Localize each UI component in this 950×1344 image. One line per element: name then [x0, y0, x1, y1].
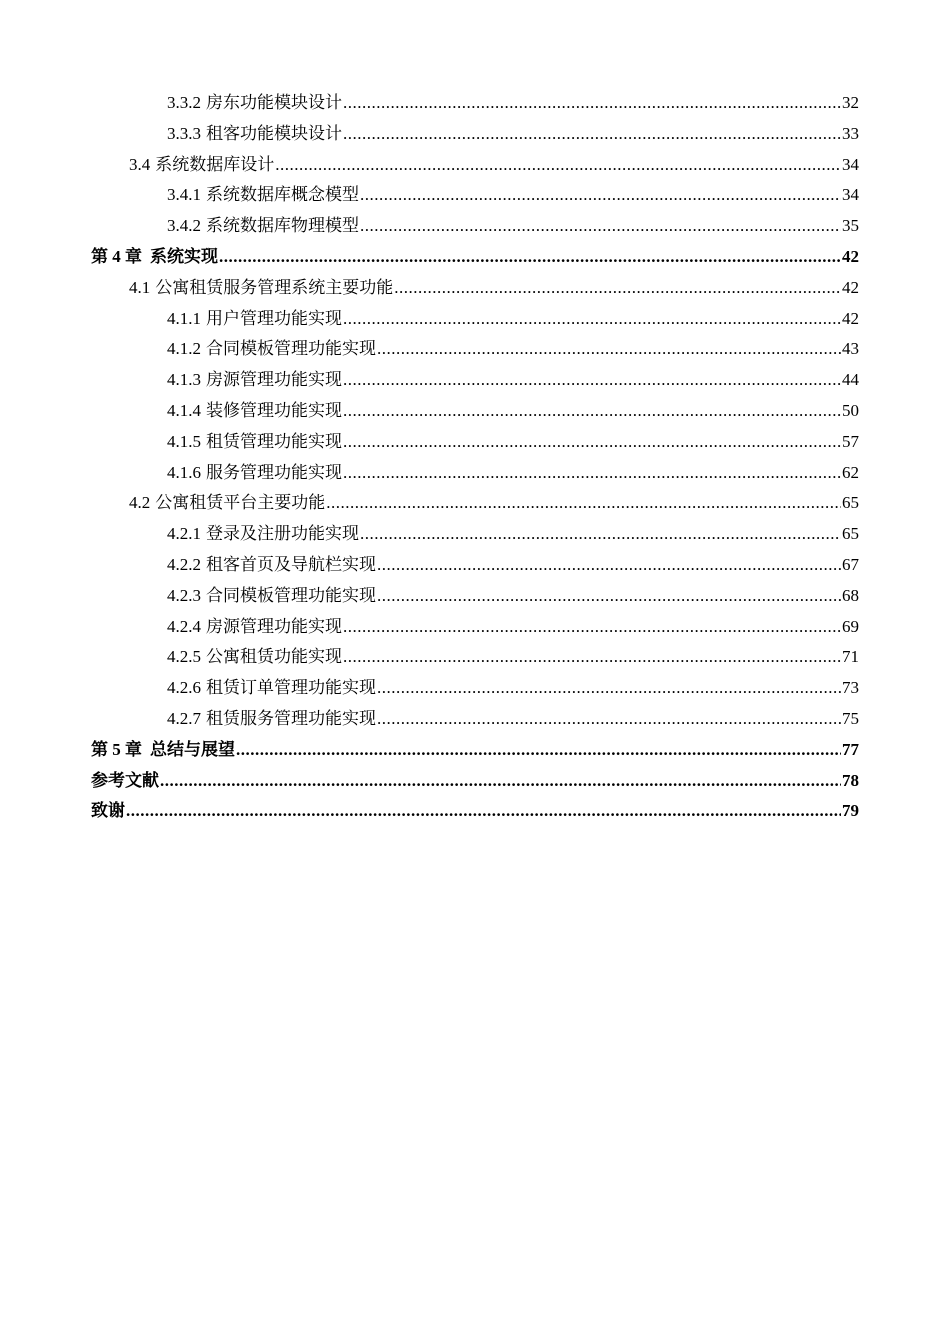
- toc-entry-title: 系统实现: [150, 246, 218, 266]
- toc-entry-number: 4.1.5: [167, 431, 201, 451]
- toc-entry-page: 57: [842, 431, 859, 451]
- toc-entry-title: 租赁管理功能实现: [206, 431, 342, 451]
- toc-dot-leader: [343, 642, 841, 673]
- toc-entry-page: 32: [842, 93, 859, 112]
- toc-entry-number: 第 4 章: [91, 246, 142, 266]
- toc-entry-number: 3.4: [129, 154, 151, 174]
- toc-entry-title: 租赁服务管理功能实现: [206, 708, 376, 728]
- toc-entry-page: 78: [842, 770, 859, 790]
- toc-entry-title: 合同模板管理功能实现: [206, 339, 376, 359]
- toc-entry-number: 4.2.2: [167, 554, 201, 574]
- toc-entry-number: 4.2.7: [167, 708, 201, 728]
- toc-entry-page: 43: [842, 339, 859, 359]
- toc-entry-title: 房东功能模块设计: [206, 93, 342, 112]
- toc-entry-number: 4.2.1: [167, 524, 201, 544]
- toc-dot-leader: [377, 704, 841, 735]
- table-of-contents: [0, 88, 950, 827]
- toc-entry-title: 系统数据库设计: [155, 154, 275, 174]
- toc-entry-number: 4.2.3: [167, 585, 201, 605]
- toc-entry-page: 71: [842, 647, 859, 667]
- toc-entry-title: 服务管理功能实现: [206, 462, 342, 482]
- toc-entry-3-3-3[interactable]: [0, 119, 950, 150]
- toc-entry-page: 79: [842, 801, 859, 821]
- toc-dot-leader: [343, 119, 841, 150]
- toc-entry-number: 4.1.4: [167, 400, 201, 420]
- toc-entry-4-2-2[interactable]: [0, 550, 950, 581]
- toc-entry-4-1-3[interactable]: [0, 365, 950, 396]
- toc-dot-leader: [377, 334, 841, 365]
- toc-entry-title: 租客首页及导航栏实现: [206, 554, 376, 574]
- toc-entry-4-2[interactable]: [0, 488, 950, 519]
- toc-entry-title: 系统数据库物理模型: [206, 216, 359, 236]
- toc-entry-number: 4.2.5: [167, 647, 201, 667]
- toc-entry-4-2-3[interactable]: [0, 581, 950, 612]
- toc-entry-title: 装修管理功能实现: [206, 400, 342, 420]
- toc-entry-4-2-4[interactable]: [0, 612, 950, 643]
- toc-entry-page: 35: [842, 216, 859, 236]
- toc-entry-title: 登录及注册功能实现: [206, 524, 359, 544]
- toc-entry-title: 房源管理功能实现: [206, 616, 342, 636]
- toc-entry-4-2-7[interactable]: [0, 704, 950, 735]
- toc-entry-4-1-1[interactable]: [0, 304, 950, 335]
- toc-dot-leader: [360, 519, 841, 550]
- toc-entry-number: 3.4.2: [167, 216, 201, 236]
- toc-dot-leader: [343, 427, 841, 458]
- toc-entry-4-1[interactable]: [0, 273, 950, 304]
- toc-dot-leader: [377, 550, 841, 581]
- toc-entry-title: 公寓租赁功能实现: [206, 647, 342, 667]
- toc-entry-page: 44: [842, 370, 859, 390]
- toc-entry-chapter-4[interactable]: [0, 242, 950, 273]
- toc-entry-chapter-5[interactable]: [0, 735, 950, 766]
- toc-entry-page: 77: [842, 739, 859, 759]
- toc-dot-leader: [343, 458, 841, 489]
- toc-entry-title: 租赁订单管理功能实现: [206, 678, 376, 698]
- toc-entry-acknowledgements[interactable]: [0, 796, 950, 827]
- toc-entry-3-3-2[interactable]: [0, 88, 950, 119]
- toc-entry-4-1-4[interactable]: [0, 396, 950, 427]
- toc-dot-leader: [377, 673, 841, 704]
- toc-dot-leader: [343, 365, 841, 396]
- toc-entry-page: 68: [842, 585, 859, 605]
- toc-entry-title: 用户管理功能实现: [206, 308, 342, 328]
- toc-entry-4-2-1[interactable]: [0, 519, 950, 550]
- toc-entry-number: 4.1.6: [167, 462, 201, 482]
- toc-entry-4-1-6[interactable]: [0, 458, 950, 489]
- toc-entry-page: 50: [842, 400, 859, 420]
- toc-entry-page: 42: [842, 277, 859, 297]
- toc-entry-title: 公寓租赁服务管理系统主要功能: [155, 277, 394, 297]
- toc-entry-page: 33: [842, 123, 859, 143]
- toc-entry-page: 42: [842, 308, 859, 328]
- toc-entry-page: 69: [842, 616, 859, 636]
- toc-entry-number: 3.3.3: [167, 123, 201, 143]
- toc-entry-page: 62: [842, 462, 859, 482]
- toc-entry-page: 34: [842, 185, 859, 205]
- toc-entry-number: 4.2: [129, 493, 151, 513]
- toc-entry-4-1-2[interactable]: [0, 334, 950, 365]
- toc-entry-3-4[interactable]: [0, 150, 950, 181]
- toc-dot-leader: [343, 88, 841, 119]
- toc-entry-page: 73: [842, 678, 859, 698]
- toc-entry-title: 致谢: [91, 801, 125, 821]
- toc-entry-title: 公寓租赁平台主要功能: [155, 493, 326, 513]
- toc-dot-leader: [394, 273, 841, 304]
- toc-entry-title: 总结与展望: [150, 739, 235, 759]
- toc-dot-leader: [160, 766, 841, 797]
- toc-dot-leader: [343, 304, 841, 335]
- toc-dot-leader: [360, 180, 841, 211]
- toc-entry-title: 租客功能模块设计: [206, 123, 342, 143]
- toc-entry-number: 4.1.3: [167, 370, 201, 390]
- toc-entry-page: 65: [842, 524, 859, 544]
- toc-entry-3-4-2[interactable]: [0, 211, 950, 242]
- toc-entry-number: 第 5 章: [91, 739, 142, 759]
- toc-dot-leader: [326, 488, 841, 519]
- toc-dot-leader: [126, 796, 841, 827]
- toc-entry-number: 3.4.1: [167, 185, 201, 205]
- toc-entry-page: 67: [842, 554, 859, 574]
- toc-dot-leader: [343, 612, 841, 643]
- toc-dot-leader: [360, 211, 841, 242]
- toc-entry-number: 4.2.4: [167, 616, 201, 636]
- toc-entry-number: 4.1.1: [167, 308, 201, 328]
- toc-entry-number: 4.1.2: [167, 339, 201, 359]
- toc-dot-leader: [219, 242, 841, 273]
- toc-entry-page: 75: [842, 708, 859, 728]
- toc-dot-leader: [236, 735, 841, 766]
- toc-entry-3-4-1[interactable]: [0, 180, 950, 211]
- toc-entry-title: 系统数据库概念模型: [206, 185, 359, 205]
- toc-entry-references[interactable]: [0, 766, 950, 797]
- toc-entry-page: 65: [842, 493, 859, 513]
- toc-entry-4-1-5[interactable]: [0, 427, 950, 458]
- toc-entry-title: 合同模板管理功能实现: [206, 585, 376, 605]
- toc-entry-title: 参考文献: [91, 770, 159, 790]
- toc-entry-number: 4.2.6: [167, 678, 201, 698]
- toc-entry-title: 房源管理功能实现: [206, 370, 342, 390]
- toc-dot-leader: [275, 150, 841, 181]
- toc-entry-page: 42: [842, 246, 859, 266]
- toc-dot-leader: [343, 396, 841, 427]
- toc-entry-4-2-6[interactable]: [0, 673, 950, 704]
- toc-entry-page: 34: [842, 154, 859, 174]
- toc-entry-4-2-5[interactable]: [0, 642, 950, 673]
- toc-entry-number: 3.3.2: [167, 93, 201, 112]
- toc-dot-leader: [377, 581, 841, 612]
- toc-entry-number: 4.1: [129, 277, 151, 297]
